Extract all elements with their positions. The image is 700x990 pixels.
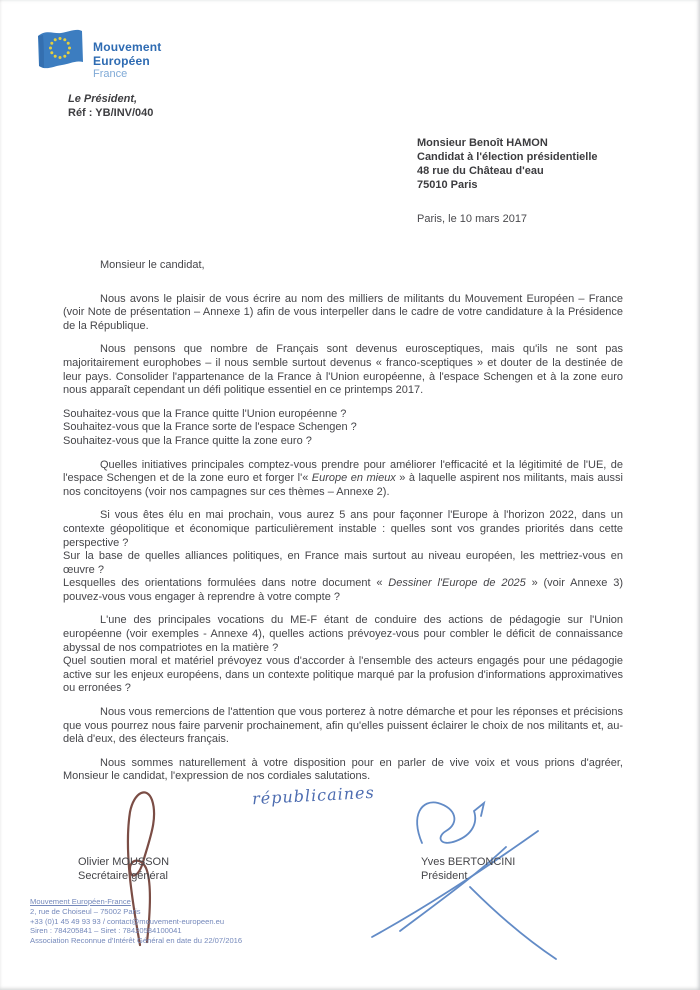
signer-left-title: Secrétaire général xyxy=(78,870,168,882)
signer-right-name: Yves BERTONCINI xyxy=(421,856,516,868)
recipient-line: Monsieur Benoît HAMON xyxy=(417,137,548,149)
signer-right-block xyxy=(421,855,515,883)
paragraph: Souhaitez-vous que la France quitte l'Union européenne ? xyxy=(63,407,347,420)
paragraph: Nous vous remercions de l'attention que vous porterez à notre démarche et pour les réponses et précisions que vous pourrez nous faire parvenir prochainement, afin qu'elles puissent éclairer le choix de nos militants et, au-delà d'eux, des électeurs français. xyxy=(63,706,623,746)
sender-block xyxy=(68,92,153,120)
recipient-line: 75010 Paris xyxy=(417,179,478,191)
paragraph: Quel soutien moral et matériel prévoyez vous d'accorder à l'ensemble des acteurs engagés pour une pédagogie active sur les enjeux européens, dans un contexte politique marqué par la profusion d'informations approximatives ou erronées ? xyxy=(63,655,623,695)
org-name-line2: Européen xyxy=(93,53,150,68)
recipient-address xyxy=(417,136,598,192)
footer-line: +33 (0)1 45 49 93 93 / contact@mouvement-europeen.eu xyxy=(30,916,225,926)
footer-line: Mouvement Européen-France xyxy=(30,897,131,906)
footer-line: 2, rue de Choiseul – 75002 Paris xyxy=(30,906,141,916)
footer-line: Association Reconnue d'Intérêt Général en date du 22/07/2016 xyxy=(30,936,243,946)
org-logo xyxy=(35,27,161,82)
paragraph: Si vous êtes élu en mai prochain, vous aurez 5 ans pour façonner l'Europe à l'horizon 2022, dans un contexte géopolitique et économique particulièrement instable : quelles sont vos grandes priorités dans cette perspective ? xyxy=(63,509,623,549)
paragraph: Nous pensons que nombre de Français sont devenus eurosceptiques, mais qu'ils ne sont pas majoritairement europhobes – il nous semble surtout devenus « franco-sceptiques » et douter de la destinée de leur pays. Consolider l'appartenance de la France à l'Union européenne, à l'espace Schengen et à la zone euro nous apparaît cependant un défi politique essentiel en ce printemps 2017. xyxy=(63,343,623,397)
footer-line: Siren : 784205841 – Siret : 78420584100041 xyxy=(30,926,182,936)
handwritten-annotation: républicaines xyxy=(251,782,376,809)
paragraph: Souhaitez-vous que la France quitte la zone euro ? xyxy=(63,434,312,447)
salutation: Monsieur le candidat, xyxy=(100,259,205,271)
paragraph: Souhaitez-vous que la France sorte de l'espace Schengen ? xyxy=(63,421,357,434)
sender-role: Le Président, xyxy=(68,93,138,105)
signer-left-name: Olivier MOUSSON xyxy=(78,856,170,868)
recipient-line: 48 rue du Château d'eau xyxy=(417,165,544,177)
org-name-line1: Mouvement xyxy=(93,40,162,54)
letter-reference: Réf : YB/INV/040 xyxy=(68,107,154,119)
paragraph: Nous avons le plaisir de vous écrire au nom des milliers de militants du Mouvement Européen – France (voir Note de présentation – Annexe 1) afin de vous interpeller dans le cadre de votre candidature à la Présidence de la République. xyxy=(63,292,623,332)
paragraph: Nous sommes naturellement à votre disposition pour en parler de vive voix et vous prions d'agréer, Monsieur le candidat, l'expression de nos cordiales salutations. xyxy=(63,756,623,783)
signer-right-title: Président xyxy=(421,870,468,882)
date-line: Paris, le 10 mars 2017 xyxy=(417,213,528,225)
signer-left-block xyxy=(78,855,169,883)
paragraph: Sur la base de quelles alliances politiques, en France mais surtout au niveau européen, les mettriez-vous en œuvre ? xyxy=(63,550,623,576)
org-logo-text xyxy=(93,41,161,82)
paragraph: Lesquelles des orientations formulées dans notre document « Dessiner l'Europe de 2025 » (voir Annexe 3) pouvez-vous vous engager à reprendre à votre compte ? xyxy=(63,577,623,603)
paragraph: Quelles initiatives principales comptez-vous prendre pour améliorer l'efficacité et la légitimité de l'UE, de l'espace Schengen et de la zone euro et forger l'« Europe en mieux » à laquelle aspirent nos militants, mais aussi nos concitoyens (voir nos campagnes sur ces thèmes – Annexe 2). xyxy=(63,458,623,498)
org-name-line3: France xyxy=(93,68,128,80)
recipient-line: Candidat à l'élection présidentielle xyxy=(417,151,598,163)
body-paragraphs xyxy=(63,293,623,784)
eu-flag-icon xyxy=(35,27,85,73)
letter-body xyxy=(63,259,623,784)
paragraph: L'une des principales vocations du ME-F étant de conduire des actions de pédagogie sur l'Union européenne (voir exemples - Annexe 4), quelles actions prévoyez-vous pour combler le déficit de connaissance abyssal de nos compatriotes en la matière ? xyxy=(63,614,623,654)
footer-block xyxy=(30,897,242,946)
